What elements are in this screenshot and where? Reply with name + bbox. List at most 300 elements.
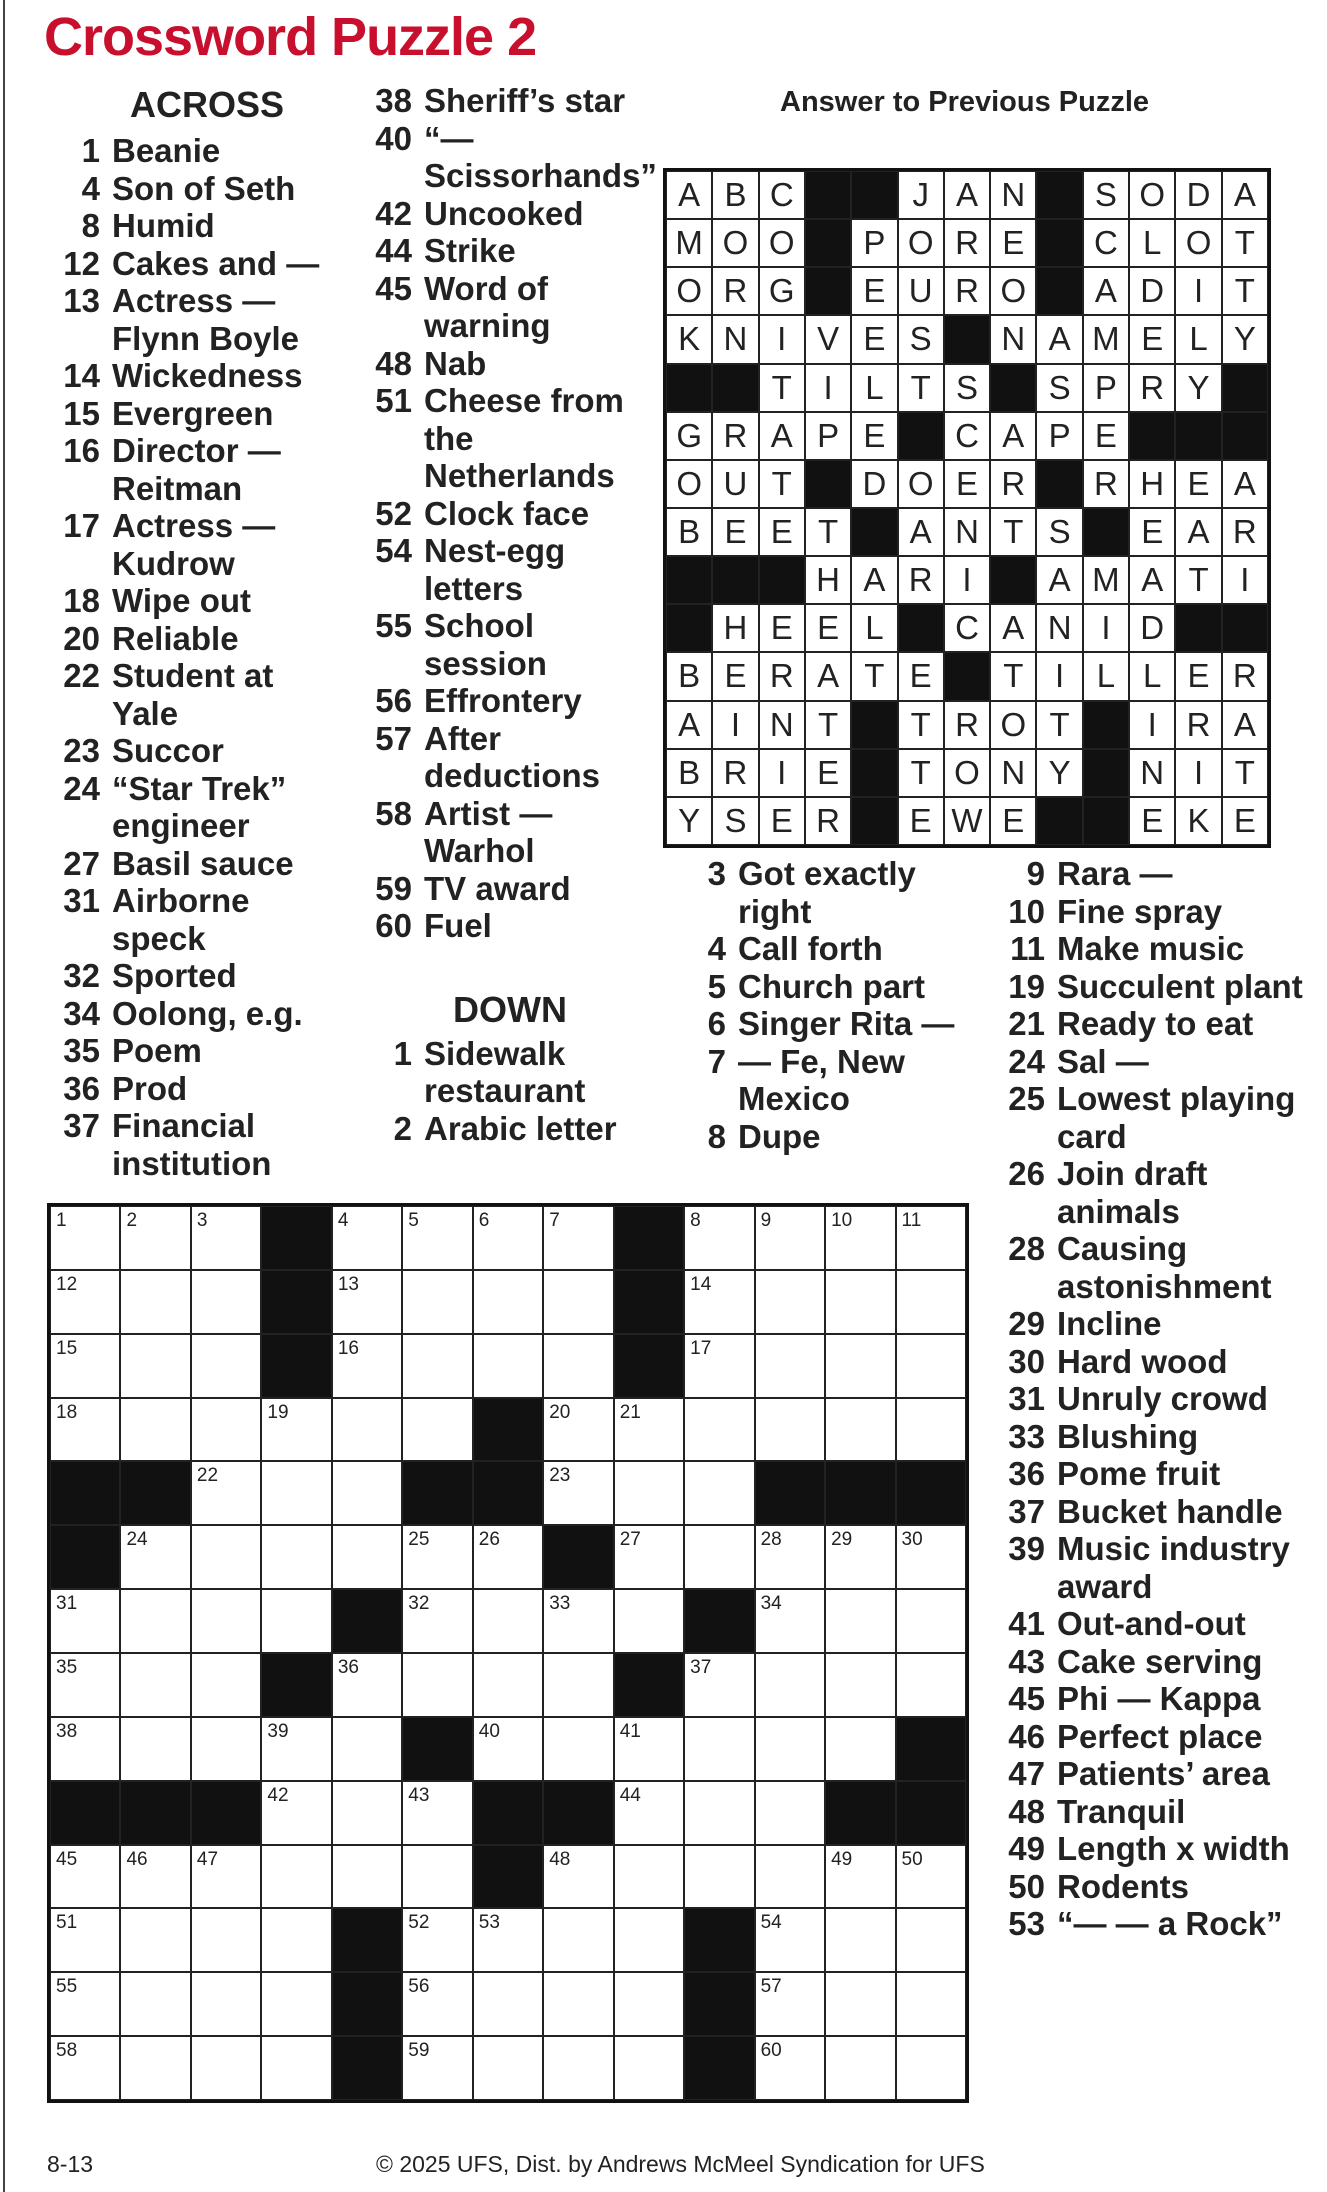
clue-item: [993, 1718, 1313, 1756]
clue-item: [52, 207, 342, 245]
grid-cell[interactable]: [755, 1781, 825, 1845]
grid-cell[interactable]: [120, 1589, 190, 1653]
answer-cell: Y: [1036, 749, 1082, 797]
grid-block: [896, 1717, 966, 1781]
grid-cell[interactable]: [120, 1717, 190, 1781]
grid-cell[interactable]: [896, 1845, 966, 1909]
cell-number: 18: [56, 1401, 78, 1423]
grid-cell[interactable]: [825, 1972, 895, 2036]
grid-block: [191, 1781, 261, 1845]
grid-cell[interactable]: [473, 1270, 543, 1334]
cell-number: 9: [760, 1210, 772, 1231]
clue-item: [993, 930, 1313, 968]
cell-number: 39: [267, 1720, 289, 1742]
clue-number: 37: [1008, 1492, 1045, 1530]
grid-cell[interactable]: [473, 1206, 543, 1270]
grid-block: [402, 1717, 472, 1781]
grid-cell[interactable]: [543, 1908, 613, 1972]
grid-cell[interactable]: [614, 1717, 684, 1781]
grid-cell[interactable]: [684, 1206, 754, 1270]
grid-cell[interactable]: [543, 1461, 613, 1525]
cell-number: 21: [619, 1401, 641, 1423]
grid-cell[interactable]: [50, 1908, 120, 1972]
down-header: DOWN: [453, 988, 567, 1030]
clue-item: [993, 1905, 1313, 1943]
answer-cell: Y: [666, 797, 712, 845]
clue-text: Financial institution: [112, 1107, 272, 1182]
clue-number: 44: [375, 232, 412, 269]
grid-cell[interactable]: [332, 1653, 402, 1717]
grid-cell[interactable]: [402, 2036, 472, 2100]
grid-cell[interactable]: [473, 1972, 543, 2036]
clue-text: “— Scissorhands”: [424, 119, 657, 194]
grid-cell[interactable]: [614, 1845, 684, 1909]
clue-text: Sal —: [1057, 1042, 1149, 1080]
grid-cell[interactable]: [825, 1589, 895, 1653]
grid-cell[interactable]: [614, 1908, 684, 1972]
grid-cell[interactable]: [755, 1525, 825, 1589]
answer-cell: A: [1129, 556, 1175, 604]
answer-cell: A: [851, 556, 897, 604]
grid-cell[interactable]: [50, 1398, 120, 1462]
grid-cell[interactable]: [120, 2036, 190, 2100]
answer-cell: E: [990, 797, 1036, 845]
grid-block: [261, 1206, 331, 1270]
grid-cell[interactable]: [120, 1845, 190, 1909]
grid-cell[interactable]: [684, 1717, 754, 1781]
grid-cell[interactable]: [543, 1270, 613, 1334]
grid-cell[interactable]: [191, 1908, 261, 1972]
answer-cell: A: [1175, 508, 1221, 556]
answer-cell: O: [990, 701, 1036, 749]
grid-cell[interactable]: [543, 1653, 613, 1717]
grid-block: [614, 1653, 684, 1717]
clue-item: [360, 607, 660, 682]
grid-cell[interactable]: [684, 1781, 754, 1845]
grid-cell[interactable]: [825, 1717, 895, 1781]
grid-cell[interactable]: [755, 1270, 825, 1334]
grid-block: [50, 1781, 120, 1845]
grid-cell[interactable]: [543, 2036, 613, 2100]
grid-block: [402, 1461, 472, 1525]
answer-cell: E: [1129, 315, 1175, 363]
grid-cell[interactable]: [543, 1398, 613, 1462]
grid-cell[interactable]: [332, 1334, 402, 1398]
grid-cell[interactable]: [120, 1908, 190, 1972]
grid-cell[interactable]: [896, 1653, 966, 1717]
answer-cell: G: [759, 267, 805, 315]
clue-item: [52, 770, 342, 845]
grid-cell[interactable]: [120, 1972, 190, 2036]
grid-cell[interactable]: [684, 1525, 754, 1589]
grid-cell[interactable]: [50, 1334, 120, 1398]
across-header: ACROSS: [129, 84, 285, 125]
grid-cell[interactable]: [684, 1270, 754, 1334]
answer-cell: N: [1129, 749, 1175, 797]
answer-cell: B: [666, 749, 712, 797]
grid-cell[interactable]: [825, 1845, 895, 1909]
grid-cell[interactable]: [191, 1845, 261, 1909]
clue-item: [690, 1118, 970, 1156]
grid-cell[interactable]: [473, 1908, 543, 1972]
clue-number: 45: [375, 269, 412, 307]
grid-cell[interactable]: [614, 1461, 684, 1525]
clue-text: TV award: [424, 869, 571, 907]
answer-block: [898, 412, 944, 460]
clue-text: Ready to eat: [1057, 1005, 1254, 1042]
grid-cell[interactable]: [684, 1845, 754, 1909]
cell-number: 19: [267, 1401, 289, 1423]
grid-cell[interactable]: [191, 1972, 261, 2036]
answer-cell: N: [759, 701, 805, 749]
answer-cell: J: [898, 171, 944, 219]
grid-cell[interactable]: [755, 1717, 825, 1781]
grid-cell[interactable]: [261, 1589, 331, 1653]
grid-cell[interactable]: [896, 1525, 966, 1589]
grid-cell[interactable]: [543, 1206, 613, 1270]
clue-text: — Fe, New Mexico: [738, 1042, 905, 1117]
grid-cell[interactable]: [402, 1206, 472, 1270]
grid-cell[interactable]: [684, 1398, 754, 1462]
grid-cell[interactable]: [543, 1972, 613, 2036]
cell-number: 55: [56, 1976, 78, 1998]
grid-cell[interactable]: [261, 1845, 331, 1909]
answer-cell: A: [666, 171, 712, 219]
cell-number: 45: [56, 1848, 78, 1870]
clue-number: 59: [375, 869, 412, 907]
clue-text: Got exactly right: [738, 855, 916, 930]
cell-number: 32: [408, 1593, 430, 1615]
cell-number: 59: [408, 2040, 430, 2062]
clue-number: 42: [375, 194, 412, 232]
grid-cell[interactable]: [261, 2036, 331, 2100]
grid-cell[interactable]: [755, 1334, 825, 1398]
grid-cell[interactable]: [473, 1589, 543, 1653]
grid-block: [684, 1589, 754, 1653]
clue-item: [993, 1305, 1313, 1343]
grid-cell[interactable]: [755, 1908, 825, 1972]
grid-cell[interactable]: [684, 1334, 754, 1398]
grid-cell[interactable]: [473, 1717, 543, 1781]
clue-number: 41: [1008, 1605, 1045, 1642]
grid-cell[interactable]: [402, 1845, 472, 1909]
answer-cell: E: [851, 315, 897, 363]
grid-cell[interactable]: [614, 1589, 684, 1653]
grid-cell[interactable]: [825, 1398, 895, 1462]
grid-cell[interactable]: [825, 2036, 895, 2100]
grid-cell[interactable]: [261, 1461, 331, 1525]
clue-item: [993, 1343, 1313, 1381]
grid-cell[interactable]: [191, 2036, 261, 2100]
grid-cell[interactable]: [896, 1908, 966, 1972]
grid-cell[interactable]: [896, 1270, 966, 1334]
grid-cell[interactable]: [50, 1845, 120, 1909]
grid-cell[interactable]: [896, 1589, 966, 1653]
clue-number: 8: [81, 207, 100, 244]
grid-cell[interactable]: [402, 1589, 472, 1653]
grid-cell[interactable]: [191, 1206, 261, 1270]
grid-cell[interactable]: [896, 1398, 966, 1462]
grid-cell[interactable]: [120, 1525, 190, 1589]
grid-cell[interactable]: [755, 1972, 825, 2036]
clue-text: Oolong, e.g.: [112, 994, 303, 1032]
grid-cell[interactable]: [50, 1653, 120, 1717]
clue-item: [52, 582, 342, 620]
answer-cell: G: [666, 412, 712, 460]
clue-number: 40: [375, 119, 412, 157]
clue-item: [52, 657, 342, 732]
answer-block: [712, 364, 758, 412]
answer-block: [805, 219, 851, 267]
grid-cell[interactable]: [120, 1653, 190, 1717]
grid-cell[interactable]: [332, 1206, 402, 1270]
clue-text: Patients’ area: [1057, 1755, 1270, 1792]
answer-cell: M: [666, 219, 712, 267]
clue-item: [360, 270, 660, 345]
grid-cell[interactable]: [614, 2036, 684, 2100]
answer-block: [1083, 749, 1129, 797]
clue-text: Poem: [112, 1032, 202, 1069]
grid-cell[interactable]: [261, 1972, 331, 2036]
grid-cell[interactable]: [825, 1270, 895, 1334]
grid-cell[interactable]: [755, 1589, 825, 1653]
grid-cell[interactable]: [614, 1525, 684, 1589]
clue-item: [52, 432, 342, 507]
clue-number: 36: [1008, 1455, 1045, 1492]
answer-cell: T: [898, 749, 944, 797]
cell-number: 47: [196, 1848, 219, 1870]
grid-cell[interactable]: [332, 1398, 402, 1462]
grid-cell[interactable]: [614, 1781, 684, 1845]
grid-block: [825, 1461, 895, 1525]
grid-cell[interactable]: [825, 1653, 895, 1717]
grid-cell[interactable]: [50, 1972, 120, 2036]
grid-cell[interactable]: [261, 1908, 331, 1972]
answer-cell: A: [1036, 556, 1082, 604]
answer-block: [712, 556, 758, 604]
grid-cell[interactable]: [120, 1334, 190, 1398]
grid-cell[interactable]: [684, 1653, 754, 1717]
clue-number: 27: [63, 844, 100, 882]
answer-cell: E: [1222, 797, 1268, 845]
answer-block: [990, 364, 1036, 412]
grid-cell[interactable]: [614, 1972, 684, 2036]
clue-text: Call forth: [738, 930, 883, 967]
cell-number: 52: [408, 1912, 430, 1934]
answer-block: [1129, 412, 1175, 460]
grid-cell[interactable]: [261, 1525, 331, 1589]
grid-block: [332, 1589, 402, 1653]
answer-cell: S: [712, 797, 758, 845]
answer-block: [851, 797, 897, 845]
grid-cell[interactable]: [332, 1781, 402, 1845]
grid-cell[interactable]: [543, 1717, 613, 1781]
answer-cell: P: [851, 219, 897, 267]
grid-cell[interactable]: [191, 1589, 261, 1653]
clue-item: [360, 232, 660, 270]
grid-cell[interactable]: [755, 1653, 825, 1717]
grid-cell[interactable]: [755, 1206, 825, 1270]
grid-cell[interactable]: [825, 1908, 895, 1972]
clue-number: 4: [81, 169, 100, 207]
grid-cell[interactable]: [191, 1717, 261, 1781]
clue-item: [52, 620, 342, 658]
grid-cell[interactable]: [332, 1717, 402, 1781]
grid-cell[interactable]: [755, 1845, 825, 1909]
grid-cell[interactable]: [825, 1334, 895, 1398]
grid-cell[interactable]: [755, 2036, 825, 2100]
grid-cell[interactable]: [402, 1972, 472, 2036]
cell-number: 10: [831, 1210, 853, 1231]
clue-number: 26: [1008, 1155, 1045, 1192]
cell-number: 54: [760, 1912, 782, 1934]
answer-cell: S: [944, 364, 990, 412]
clue-text: Join draft animals: [1057, 1155, 1208, 1230]
grid-cell[interactable]: [896, 1972, 966, 2036]
cell-number: 43: [408, 1784, 430, 1806]
grid-cell[interactable]: [191, 1334, 261, 1398]
grid-cell[interactable]: [261, 1717, 331, 1781]
grid-block: [684, 2036, 754, 2100]
grid-cell[interactable]: [50, 1270, 120, 1334]
clue-text: Rara —: [1057, 855, 1173, 892]
grid-cell[interactable]: [191, 1461, 261, 1525]
grid-cell[interactable]: [473, 1525, 543, 1589]
grid-cell[interactable]: [50, 2036, 120, 2100]
clue-number: 13: [63, 282, 100, 319]
cell-number: 37: [690, 1657, 712, 1678]
grid-cell[interactable]: [473, 1334, 543, 1398]
clue-item: [690, 968, 970, 1006]
answer-cell: H: [805, 556, 851, 604]
grid-cell[interactable]: [825, 1525, 895, 1589]
answer-cell: E: [712, 508, 758, 556]
clue-number: 38: [375, 82, 412, 119]
grid-cell[interactable]: [332, 1270, 402, 1334]
answer-cell: W: [944, 797, 990, 845]
clue-text: Artist — Warhol: [424, 794, 553, 869]
clue-number: 37: [63, 1107, 100, 1144]
clue-text: Director — Reitman: [112, 432, 281, 507]
grid-cell[interactable]: [473, 2036, 543, 2100]
answer-cell: D: [1129, 267, 1175, 315]
answer-cell: E: [759, 508, 805, 556]
grid-cell[interactable]: [896, 1206, 966, 1270]
clue-text: Unruly crowd: [1057, 1380, 1268, 1417]
clue-number: 17: [63, 507, 100, 544]
clue-text: Beanie: [112, 132, 221, 169]
clue-number: 52: [375, 494, 412, 532]
grid-cell[interactable]: [120, 1206, 190, 1270]
answer-cell: Y: [1175, 364, 1221, 412]
clue-text: Phi — Kappa: [1057, 1680, 1261, 1717]
answer-block: [1036, 460, 1082, 508]
clue-item: [993, 1080, 1313, 1155]
clue-number: 4: [707, 930, 726, 967]
clue-number: 56: [375, 682, 412, 719]
grid-cell[interactable]: [261, 1781, 331, 1845]
grid-cell[interactable]: [402, 1334, 472, 1398]
answer-block: [1036, 219, 1082, 267]
grid-cell[interactable]: [896, 1334, 966, 1398]
grid-cell[interactable]: [402, 1270, 472, 1334]
clue-text: Pome fruit: [1057, 1455, 1221, 1492]
answer-cell: T: [990, 652, 1036, 700]
answer-cell: C: [1083, 219, 1129, 267]
grid-cell[interactable]: [614, 1398, 684, 1462]
grid-cell[interactable]: [543, 1845, 613, 1909]
grid-cell[interactable]: [332, 1461, 402, 1525]
clue-number: 22: [63, 657, 100, 694]
grid-cell[interactable]: [191, 1525, 261, 1589]
grid-cell[interactable]: [50, 1717, 120, 1781]
grid-cell[interactable]: [50, 1206, 120, 1270]
answer-block: [851, 508, 897, 556]
clue-text: Evergreen: [112, 394, 274, 432]
answer-cell: T: [1175, 556, 1221, 604]
grid-cell[interactable]: [402, 1908, 472, 1972]
grid-cell[interactable]: [543, 1334, 613, 1398]
clue-number: 29: [1008, 1305, 1045, 1342]
answer-cell: A: [1083, 267, 1129, 315]
answer-cell: R: [944, 701, 990, 749]
clue-item: [993, 1418, 1313, 1456]
clue-number: 25: [1008, 1080, 1045, 1117]
grid-cell[interactable]: [473, 1653, 543, 1717]
cell-number: 49: [831, 1848, 853, 1870]
answer-cell: H: [1129, 460, 1175, 508]
clue-item: [993, 968, 1313, 1006]
grid-cell[interactable]: [896, 2036, 966, 2100]
grid-cell[interactable]: [402, 1781, 472, 1845]
answer-cell: E: [759, 604, 805, 652]
answer-cell: K: [666, 315, 712, 363]
grid-cell[interactable]: [543, 1589, 613, 1653]
grid-cell[interactable]: [332, 1525, 402, 1589]
answer-cell: E: [1175, 460, 1221, 508]
grid-cell[interactable]: [402, 1525, 472, 1589]
answer-cell: T: [805, 508, 851, 556]
grid-cell[interactable]: [191, 1270, 261, 1334]
grid-cell[interactable]: [50, 1589, 120, 1653]
answer-cell: T: [805, 701, 851, 749]
grid-cell[interactable]: [191, 1398, 261, 1462]
answer-cell: E: [1083, 412, 1129, 460]
clue-number: 18: [63, 582, 100, 619]
clue-text: Airborne speck: [112, 882, 250, 957]
grid-cell[interactable]: [684, 1461, 754, 1525]
grid-cell[interactable]: [191, 1653, 261, 1717]
clue-number: 50: [1008, 1867, 1045, 1905]
grid-cell[interactable]: [261, 1398, 331, 1462]
cell-number: 50: [901, 1848, 923, 1870]
grid-cell[interactable]: [402, 1653, 472, 1717]
cell-number: 14: [690, 1273, 712, 1295]
grid-cell[interactable]: [120, 1398, 190, 1462]
cell-number: 20: [549, 1401, 571, 1423]
grid-cell[interactable]: [402, 1398, 472, 1462]
clue-item: [360, 345, 660, 383]
grid-cell[interactable]: [755, 1398, 825, 1462]
grid-cell[interactable]: [120, 1270, 190, 1334]
grid-block: [896, 1461, 966, 1525]
grid-cell[interactable]: [825, 1206, 895, 1270]
answer-block: [1083, 797, 1129, 845]
answer-block: [851, 171, 897, 219]
page-title: Crossword Puzzle 2: [44, 7, 537, 67]
grid-block: [684, 1908, 754, 1972]
grid-cell[interactable]: [332, 1845, 402, 1909]
